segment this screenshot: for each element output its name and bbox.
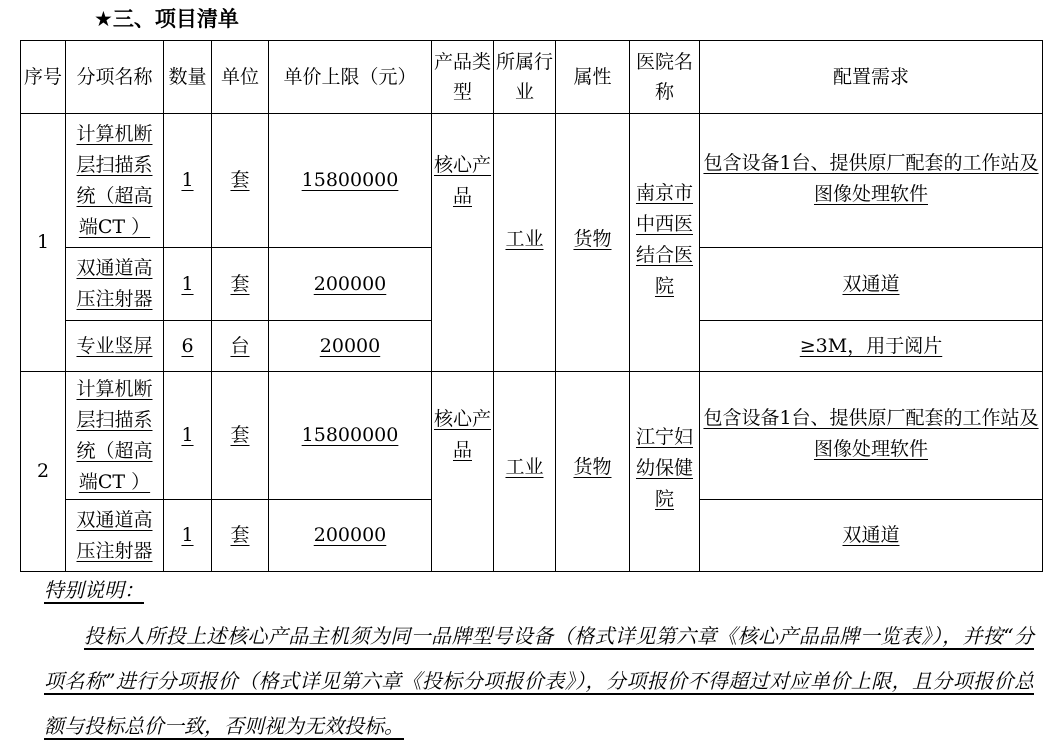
item-qty bbox=[164, 500, 212, 572]
header-industry: 所属行业 bbox=[494, 41, 556, 114]
item-name-text: 双通道高压注射器 bbox=[76, 508, 153, 562]
item-name bbox=[66, 248, 164, 321]
header-item-name: 分项名称 bbox=[66, 41, 164, 114]
group-attribute-text: 货物 bbox=[573, 456, 612, 478]
group-attribute bbox=[556, 114, 630, 372]
table-row bbox=[21, 372, 1043, 500]
item-price-text: 15800000 bbox=[301, 424, 399, 446]
item-price bbox=[269, 114, 432, 248]
item-unit bbox=[212, 248, 269, 321]
item-price bbox=[269, 500, 432, 572]
item-unit-text: 套 bbox=[230, 424, 250, 446]
table-row bbox=[21, 114, 1043, 248]
item-qty bbox=[164, 372, 212, 500]
item-unit bbox=[212, 372, 269, 500]
group-attribute bbox=[556, 372, 630, 572]
item-name bbox=[66, 114, 164, 248]
table-header-row bbox=[21, 41, 1043, 114]
project-list-table bbox=[20, 40, 1043, 572]
item-requirement bbox=[700, 500, 1043, 572]
item-requirement-text: 包含设备1台、提供原厂配套的工作站及图像处理软件 bbox=[703, 407, 1039, 460]
item-unit-text: 套 bbox=[230, 524, 250, 546]
item-requirement bbox=[700, 114, 1043, 248]
item-unit-text: 套 bbox=[230, 169, 250, 191]
item-unit bbox=[212, 321, 269, 372]
group-seq: 1 bbox=[21, 114, 66, 372]
item-unit bbox=[212, 114, 269, 248]
item-price-text: 15800000 bbox=[301, 169, 399, 191]
section-title: ★三、项目清单 bbox=[94, 7, 239, 31]
item-requirement bbox=[700, 321, 1043, 372]
item-product-type-text: 核心产品 bbox=[434, 408, 492, 461]
item-qty bbox=[164, 114, 212, 248]
item-price bbox=[269, 248, 432, 321]
group-hospital-text: 江宁妇幼保健院 bbox=[635, 426, 693, 510]
item-requirement-text: 双通道 bbox=[842, 272, 900, 295]
item-name-text: 专业竖屏 bbox=[76, 334, 153, 357]
header-price-cap: 单价上限（元） bbox=[269, 41, 432, 114]
item-unit-text: 套 bbox=[230, 272, 250, 295]
item-qty-text: 1 bbox=[181, 169, 194, 191]
item-qty-text: 1 bbox=[181, 424, 194, 446]
header-requirements: 配置需求 bbox=[700, 41, 1043, 114]
item-price bbox=[269, 372, 432, 500]
item-unit-text: 台 bbox=[230, 334, 250, 357]
item-price bbox=[269, 321, 432, 372]
item-name bbox=[66, 500, 164, 572]
item-price-text: 200000 bbox=[313, 272, 387, 295]
header-unit: 单位 bbox=[212, 41, 269, 114]
note-body: 投标人所投上述核心产品主机须为同一品牌型号设备（格式详见第六章《核心产品品牌一览表》），并按“分项名称”进行分项报价（格式详见第六章《投标分项报价表》），分项报价不得超过对应单价上限，且分项报价总额与投标总价一致，否则视为无效投标。 bbox=[44, 624, 1034, 738]
item-requirement bbox=[700, 248, 1043, 321]
header-seq: 序号 bbox=[21, 41, 66, 114]
group-hospital bbox=[630, 114, 700, 372]
item-product-type bbox=[432, 114, 494, 372]
item-name-text: 双通道高压注射器 bbox=[76, 257, 153, 310]
item-name bbox=[66, 372, 164, 500]
group-hospital-text: 南京市中西医结合医院 bbox=[635, 182, 693, 297]
group-seq: 2 bbox=[21, 372, 66, 572]
note-title: 特别说明： bbox=[44, 578, 144, 602]
group-hospital bbox=[630, 372, 700, 572]
group-industry bbox=[494, 114, 556, 372]
item-product-type bbox=[432, 372, 494, 572]
item-requirement-text: 双通道 bbox=[842, 524, 900, 546]
item-price-text: 20000 bbox=[319, 334, 381, 357]
item-requirement-text: 包含设备1台、提供原厂配套的工作站及图像处理软件 bbox=[703, 152, 1039, 205]
item-qty-text: 6 bbox=[181, 334, 194, 357]
item-name-text: 计算机断层扫描系统（超高端CT ） bbox=[76, 377, 153, 493]
item-name-text: 计算机断层扫描系统（超高端CT ） bbox=[76, 122, 153, 238]
header-hospital: 医院名称 bbox=[630, 41, 700, 114]
item-unit bbox=[212, 500, 269, 572]
item-name bbox=[66, 321, 164, 372]
item-price-text: 200000 bbox=[313, 524, 387, 546]
group-industry-text: 工业 bbox=[505, 228, 544, 250]
item-qty-text: 1 bbox=[181, 272, 194, 295]
item-qty bbox=[164, 248, 212, 321]
group-industry bbox=[494, 372, 556, 572]
item-qty bbox=[164, 321, 212, 372]
item-requirement bbox=[700, 372, 1043, 500]
item-requirement-text: ≥3M，用于阅片 bbox=[799, 334, 943, 357]
header-qty: 数量 bbox=[164, 41, 212, 114]
item-qty-text: 1 bbox=[181, 524, 194, 546]
group-industry-text: 工业 bbox=[505, 456, 544, 478]
item-product-type-text: 核心产品 bbox=[434, 154, 492, 207]
header-attribute: 属性 bbox=[556, 41, 630, 114]
group-attribute-text: 货物 bbox=[573, 228, 612, 250]
header-product-type: 产品类型 bbox=[432, 41, 494, 114]
